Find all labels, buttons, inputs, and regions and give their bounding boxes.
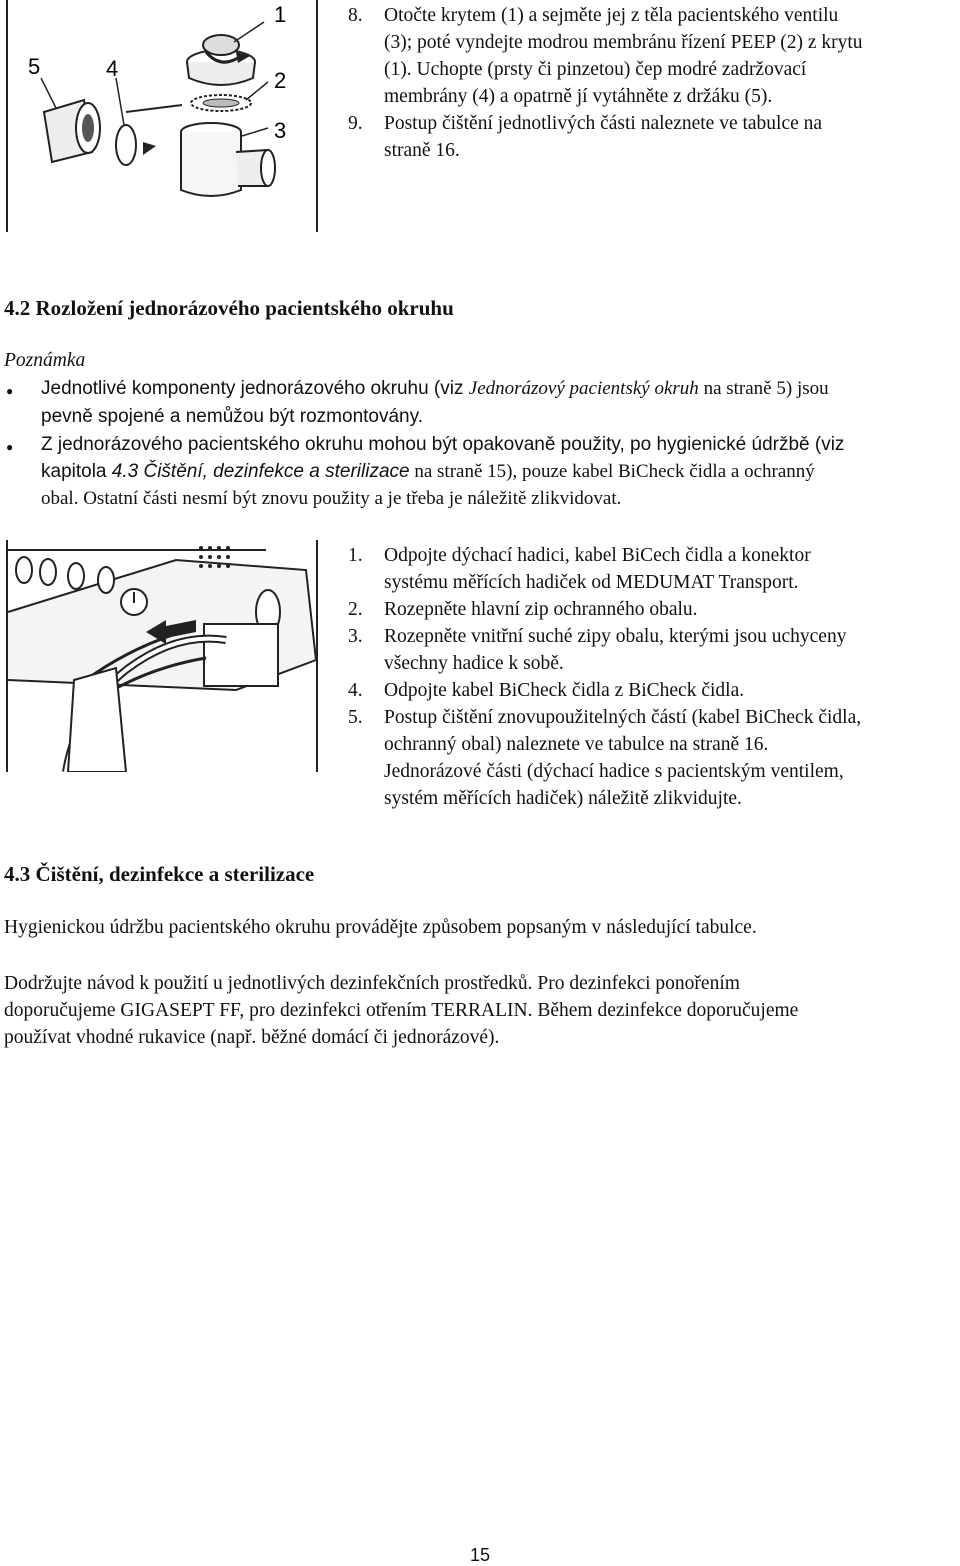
step-number: 8. — [348, 5, 363, 26]
note-title: Poznámka — [4, 350, 86, 371]
section-heading-4-3: 4.3 Čištění, dezinfekce a sterilizace — [4, 862, 315, 886]
bullet-text-line: Jednotlivé komponenty jednorázového okruhu (viz Jednorázový pacientský okruh na straně 5) jsou — [41, 378, 829, 399]
step-text-line: Jednorázové části (dýchací hadice s pacientským ventilem, — [384, 761, 844, 782]
section-heading-4-2: 4.2 Rozložení jednorázového pacientského okruhu — [4, 296, 454, 320]
step-number: 5. — [348, 707, 363, 728]
bullet-icon: ● — [6, 384, 14, 398]
medumat-connection-figure — [6, 540, 318, 772]
step-text-line: (1). Uchopte (prsty či pinzetou) čep modré zadržovací — [384, 59, 807, 80]
step-text-line: systému měřících hadiček od MEDUMAT Transport. — [384, 572, 799, 593]
paragraph-disinfection — [4, 970, 798, 1051]
cross-reference: 4.3 Čištění, dezinfekce a sterilizace — [111, 461, 410, 482]
step-text-line: Odpojte dýchací hadici, kabel BiCech čidla a konektor — [384, 545, 811, 566]
figure1-label-3: 3 — [274, 118, 287, 143]
step-number: 2. — [348, 599, 363, 620]
paragraph-line: Dodržujte návod k použití u jednotlivých dezinfekčních prostředků. Pro dezinfekci ponořením — [4, 973, 740, 994]
step-text-line: Odpojte kabel BiCheck čidla z BiCheck čidla. — [384, 680, 745, 701]
step-number: 3. — [348, 626, 363, 647]
figure1-label-1: 1 — [274, 2, 287, 27]
step-text-line: systém měřících hadiček) náležitě zlikvidujte. — [384, 788, 742, 809]
bullet-text-line: obal. Ostatní části nesmí být znovu použity a je třeba je náležitě zlikvidovat. — [41, 488, 622, 509]
step-text-line: Otočte krytem (1) a sejměte jej z těla pacientského ventilu — [384, 5, 839, 26]
step-number: 9. — [348, 113, 363, 134]
step-text-line: ochranný obal) naleznete ve tabulce na straně 16. — [384, 734, 769, 755]
step-number: 4. — [348, 680, 363, 701]
step-text-line: Rozepněte vnitřní suché zipy obalu, kterými jsou uchyceny — [384, 626, 847, 647]
step-text-line: straně 16. — [384, 140, 460, 161]
bullet-text-line: kapitola 4.3 Čištění, dezinfekce a sterilizace na straně 15), pouze kabel BiCheck čidla a ochranný — [41, 461, 815, 482]
figure1-label-2: 2 — [274, 68, 287, 93]
figure1-label-4: 4 — [106, 56, 119, 81]
step-text-line: všechny hadice k sobě. — [384, 653, 564, 674]
paragraph-line: doporučujeme GIGASEPT FF, pro dezinfekci otřením TERRALIN. Během dezinfekce doporučujeme — [4, 1000, 799, 1021]
bullet-text-line: pevně spojené a nemůžou být rozmontovány. — [41, 406, 423, 427]
bullet-text-line: Z jednorázového pacientského okruhu mohou být opakovaně použity, po hygienické údržbě (viz — [41, 434, 845, 455]
bullet-icon: ● — [6, 440, 14, 454]
paragraph-hygiene: Hygienickou údržbu pacientského okruhu provádějte způsobem popsaným v následující tabulce. — [4, 917, 757, 938]
step-text-line: Postup čištění znovupoužitelných částí (kabel BiCheck čidla, — [384, 707, 862, 728]
page-number: 15 — [470, 1545, 491, 1565]
paragraph-line: používat vhodné rukavice (např. běžné domácí či jednorázové). — [4, 1027, 500, 1048]
step-number: 1. — [348, 545, 363, 566]
valve-disassembly-figure — [6, 0, 318, 232]
step-text-line: Postup čištění jednotlivých části naleznete ve tabulce na — [384, 113, 823, 134]
step-text-line: (3); poté vyndejte modrou membránu řízení PEEP (2) z krytu — [384, 32, 863, 53]
step-text-line: Rozepněte hlavní zip ochranného obalu. — [384, 599, 698, 620]
figure1-label-5: 5 — [28, 54, 41, 79]
step-text-line: membrány (4) a opatrně jí vytáhněte z držáku (5). — [384, 86, 773, 107]
cross-reference: Jednorázový pacientský okruh — [468, 378, 699, 399]
